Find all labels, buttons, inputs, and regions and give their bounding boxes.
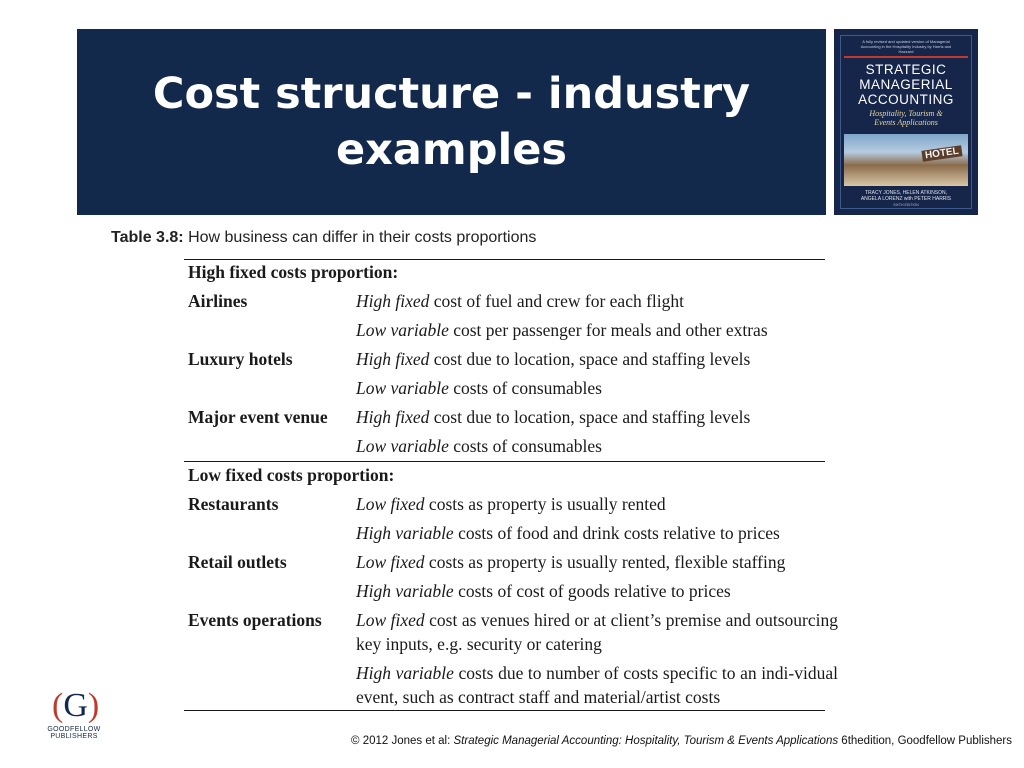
row-description [356, 581, 841, 602]
row-description [356, 494, 841, 515]
row-text: costs as property is usually rented [424, 494, 666, 514]
row-category: Luxury hotels [188, 349, 293, 369]
cover-subtitle-line: Events Applications [874, 118, 938, 127]
table-top-rule [184, 259, 825, 260]
row-category: Restaurants [188, 494, 279, 514]
row-description [356, 349, 841, 370]
row-description [356, 407, 841, 428]
cover-author-line: ANGELA LORENZ with PETER HARRIS [860, 196, 952, 202]
row-description [356, 320, 841, 341]
row-category: Airlines [188, 291, 248, 311]
row-text: costs due to number of costs specific to an indi-vidual event, such as contract staff and material/artist costs [356, 663, 838, 707]
cover-authors [834, 190, 978, 208]
section-heading: Low fixed costs proportion: [188, 465, 395, 485]
table-caption [111, 229, 536, 247]
row-text: cost as venues hired or at client’s premise and outsourcing key inputs, e.g. security or catering [356, 610, 838, 654]
row-description [356, 378, 841, 399]
cover-publisher-logo: (G) [897, 219, 910, 229]
book-cover [834, 29, 978, 229]
table-caption-text: How business can differ in their costs proportions [183, 229, 537, 246]
section-heading: High fixed costs proportion: [188, 262, 399, 282]
row-emphasis: Low variable [356, 378, 449, 398]
logo-name-line: GOODFELLOW [47, 726, 101, 733]
table-caption-label: Table 3.8: [111, 229, 184, 246]
table-bottom-rule [184, 710, 825, 711]
copyright-footer [351, 735, 1012, 747]
row-emphasis: High variable [356, 581, 454, 601]
row-category: Major event venue [188, 407, 328, 427]
row-emphasis: Low variable [356, 320, 449, 340]
row-category: Events operations [188, 610, 322, 630]
row-emphasis: High fixed [356, 407, 430, 427]
row-description [356, 608, 838, 656]
footer-suffix: 6thedition, Goodfellow Publishers [838, 735, 1012, 747]
cover-author-line: TRACY JONES, HELEN ATKINSON, [864, 190, 948, 196]
row-description [356, 436, 841, 457]
slide-title: Cost structure - industry examples [152, 69, 751, 175]
row-emphasis: Low variable [356, 436, 449, 456]
cover-title-line: MANAGERIAL [859, 77, 953, 92]
cover-title [834, 62, 978, 107]
row-text: costs of consumables [448, 436, 602, 456]
row-emphasis: High variable [356, 523, 454, 543]
footer-book-title: Strategic Managerial Accounting: Hospitality, Tourism & Events Applications [453, 735, 839, 747]
cover-edition: SIXTH EDITION [893, 203, 919, 207]
row-description [356, 661, 838, 709]
row-text: costs of food and drink costs relative to prices [453, 523, 780, 543]
cover-title-line: STRATEGIC [865, 62, 947, 77]
row-text: cost of fuel and crew for each flight [429, 291, 685, 311]
hotel-sign: HOTEL [922, 145, 963, 161]
row-text: cost due to location, space and staffing levels [429, 407, 751, 427]
cover-blurb: A fully revised and updated version of Managerial Accounting in the Hospitality Industry by Harris and Hazzard [860, 39, 952, 54]
logo-letter: G [63, 687, 88, 724]
cover-subtitle-line: Hospitality, Tourism & [869, 109, 943, 118]
cover-subtitle [834, 109, 978, 127]
cover-title-line: ACCOUNTING [858, 92, 954, 107]
footer-prefix: © 2012 Jones et al: [351, 735, 454, 747]
row-emphasis: Low fixed [356, 610, 425, 630]
row-description [356, 523, 841, 544]
cover-accent-line [844, 56, 968, 58]
row-emphasis: High fixed [356, 291, 430, 311]
cover-hotel-photo [844, 134, 968, 186]
row-emphasis: High fixed [356, 349, 430, 369]
row-text: cost per passenger for meals and other extras [448, 320, 768, 340]
logo-mark: (G) [52, 687, 100, 724]
row-emphasis: Low fixed [356, 552, 425, 572]
row-emphasis: Low fixed [356, 494, 425, 514]
row-emphasis: High variable [356, 663, 454, 683]
logo-name-line: PUBLISHERS [50, 733, 98, 740]
table-section-rule [184, 461, 825, 462]
title-bar [77, 29, 826, 215]
row-category: Retail outlets [188, 552, 287, 572]
row-description [356, 552, 841, 573]
row-text: costs of consumables [448, 378, 602, 398]
row-text: costs as property is usually rented, flexible staffing [424, 552, 786, 572]
goodfellow-logo [40, 686, 108, 740]
row-text: costs of cost of goods relative to prices [453, 581, 731, 601]
row-description [356, 291, 841, 312]
row-text: cost due to location, space and staffing levels [429, 349, 751, 369]
